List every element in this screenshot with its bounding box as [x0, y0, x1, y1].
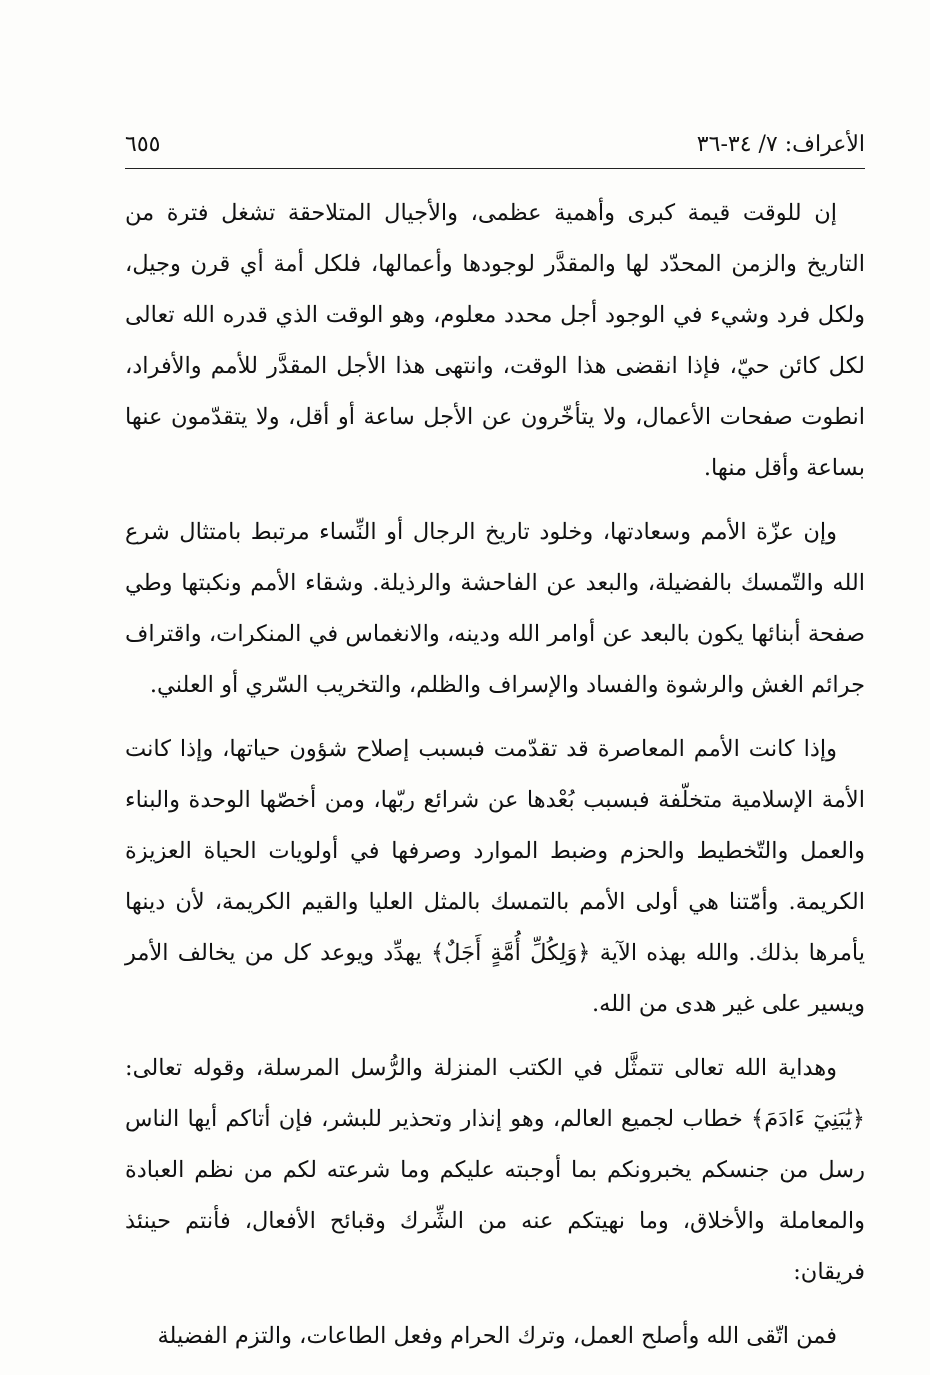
- paragraph-1: إن للوقت قيمة كبرى وأهمية عظمى، والأجيال المتلاحقة تشغل فترة من التاريخ والزمن المحدّد لها والمقدَّر لوجودها وأعمالها، فلكل أمة أي قرن وجيل، ولكل فرد وشيء في الوجود أجل محدد معلوم، وهو الوقت الذي قدره الله تعالى لكل كائن حيّ، فإذا انقضى هذا الوقت، وانتهى هذا الأجل المقدَّر للأمم والأفراد، انطوت صفحات الأعمال، ولا يتأخّرون عن الأجل ساعة أو أقل، ولا يتقدّمون عنها بساعة وأقل منها.: [125, 200, 865, 481]
- paragraph-2: وإن عزّة الأمم وسعادتها، وخلود تاريخ الرجال أو النِّساء مرتبط بامتثال شرع الله والتّمسك بالفضيلة، والبعد عن الفاحشة والرذيلة. وشقاء الأمم ونكبتها وطي صفحة أبنائها يكون بالبعد عن أوامر الله ودينه، والانغماس في المنكرات، واقتراف جرائم الغش والرشوة والفساد والإسراف والظلم، والتخريب السّري أو العلني.: [125, 519, 865, 698]
- paragraph-5: فمن اتّقى الله وأصلح العمل، وترك الحرام وفعل الطاعات، والتزم الفضيلة: [157, 1323, 837, 1349]
- page-header: [125, 126, 865, 162]
- paragraph-4: وهداية الله تعالى تتمثَّل في الكتب المنزلة والرُّسل المرسلة، وقوله تعالى: ﴿يَٰبَنِيٓ ءَادَمَ﴾ خطاب لجميع العالم، وهو إنذار وتحذير للبشر، فإن أتاكم أيها الناس رسل من جنسكم يخبرونكم بما أوجبته عليكم وما شرعته لكم من نظم العبادة والمعاملة والأخلاق، وما نهيتكم عنه من الشِّرك وقبائح الأفعال، فأنتم حينئذ فريقان:: [125, 1055, 865, 1285]
- page-body: [125, 188, 865, 1375]
- page-number: ٦٥٥: [125, 131, 161, 157]
- paragraph-3: وإذا كانت الأمم المعاصرة قد تقدّمت فبسبب إصلاح شؤون حياتها، وإذا كانت الأمة الإسلامية متخلّفة فبسبب بُعْدها عن شرائع ربّها، ومن أخصّها الوحدة والبناء والعمل والتّخطيط والحزم وضبط الموارد وصرفها في أولويات الحياة العزيزة الكريمة. وأمّتنا هي أولى الأمم بالتمسك بالمثل العليا والقيم الكريمة، لأن دينها يأمرها بذلك. والله بهذه الآية ﴿وَلِكُلِّ أُمَّةٍ أَجَلٌ﴾ يهدِّد ويوعد كل من يخالف الأمر ويسير على غير هدى من الله.: [125, 736, 865, 1017]
- chapter-reference: الأعراف: ٧/ ٣٤-٣٦: [696, 131, 865, 157]
- header-divider: [125, 168, 865, 169]
